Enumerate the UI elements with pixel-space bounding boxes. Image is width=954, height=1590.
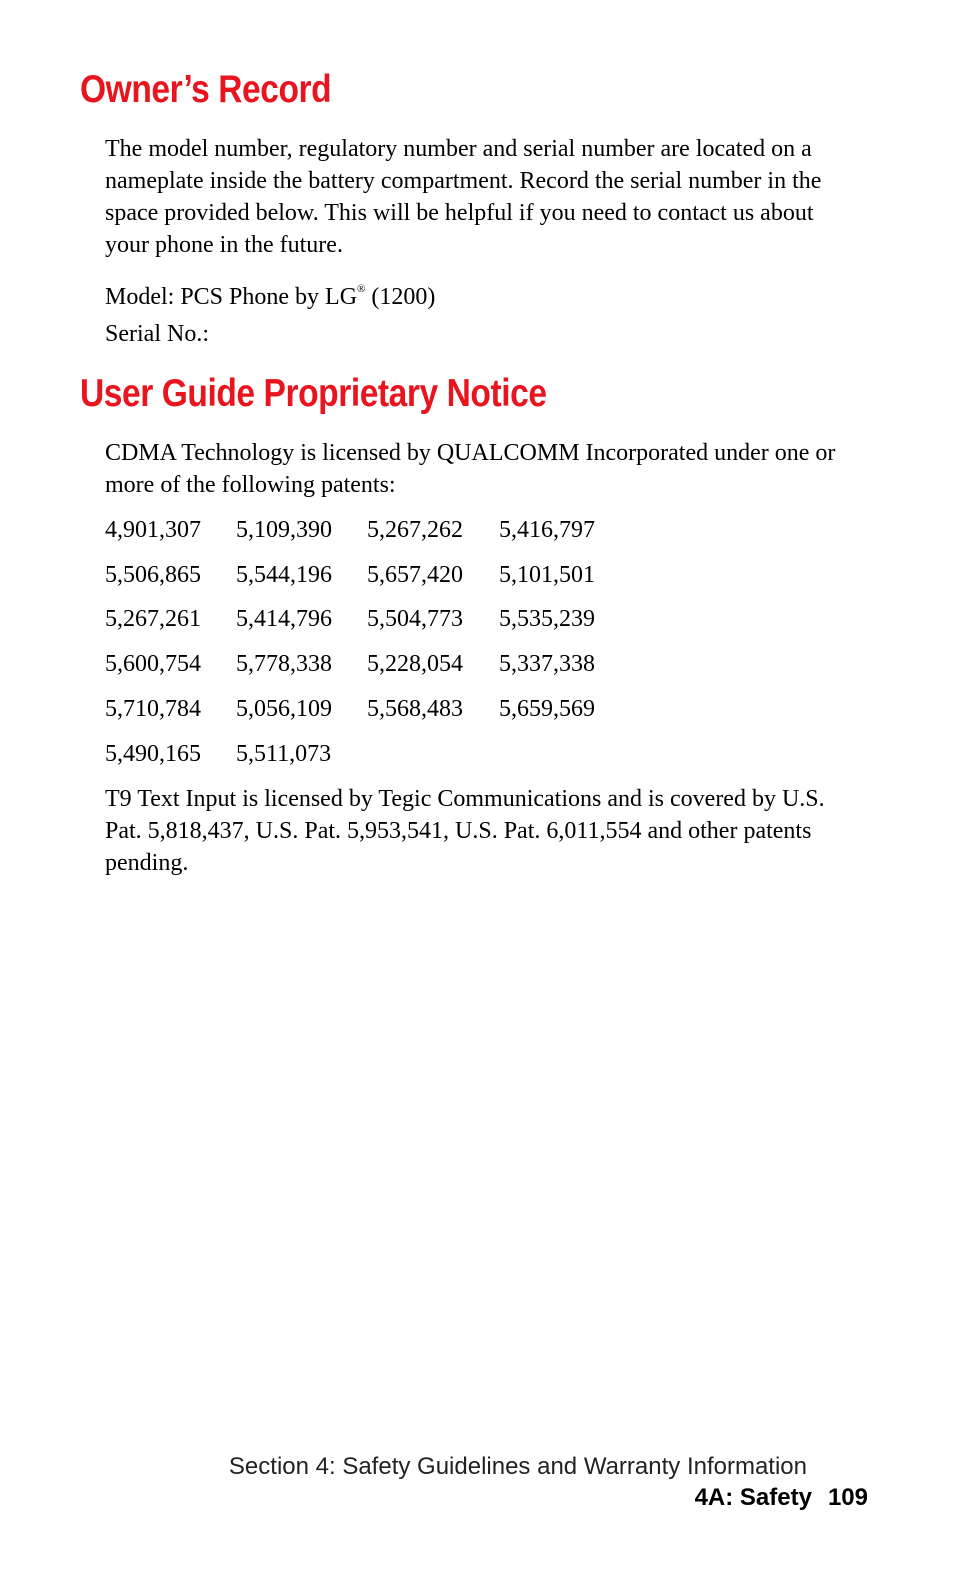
model-prefix: Model: PCS Phone by LG bbox=[105, 284, 358, 310]
model-suffix: (1200) bbox=[365, 284, 436, 310]
patent-number: 5,056,109 bbox=[236, 696, 332, 722]
patent-number: 5,267,262 bbox=[367, 517, 463, 543]
cdma-intro-paragraph: CDMA Technology is licensed by QUALCOMM Incorporated under one or more of the following patents: bbox=[105, 440, 836, 498]
footer-section-title: Section 4: Safety Guidelines and Warranty Information bbox=[228, 1453, 807, 1480]
patent-number: 5,506,865 bbox=[105, 562, 201, 588]
proprietary-notice-heading: User Guide Proprietary Notice bbox=[80, 372, 547, 415]
t9-license-paragraph: T9 Text Input is licensed by Tegic Communications and is covered by U.S. Pat. 5,818,437, U.S. Pat. 5,953,541, U.S. Pat. 6,011,554 and other patents pending. bbox=[105, 786, 825, 876]
owners-record-paragraph: The model number, regulatory number and serial number are located on a nameplate inside the battery compartment. Record the serial number in the space provided below. This will be helpful if you need to contact us about your phone in the future. bbox=[105, 136, 822, 258]
patent-number: 5,109,390 bbox=[236, 517, 332, 543]
footer-page-label bbox=[695, 1484, 868, 1512]
registered-mark: ® bbox=[357, 283, 366, 295]
patent-number: 5,778,338 bbox=[236, 651, 332, 677]
patent-number: 5,600,754 bbox=[105, 651, 201, 677]
page-number: 109 bbox=[827, 1484, 868, 1511]
serial-number-label: Serial No.: bbox=[105, 321, 209, 347]
patent-number: 5,337,338 bbox=[499, 651, 595, 677]
patent-number: 5,416,797 bbox=[499, 517, 595, 543]
patent-number: 5,659,569 bbox=[499, 696, 595, 722]
model-line bbox=[105, 273, 435, 313]
patent-number: 5,101,501 bbox=[499, 562, 595, 588]
patent-number: 5,657,420 bbox=[367, 562, 463, 588]
patent-number: 5,535,239 bbox=[499, 606, 595, 632]
patent-number: 5,710,784 bbox=[105, 696, 201, 722]
patent-number: 5,504,773 bbox=[367, 606, 463, 632]
footer-chapter: 4A: Safety bbox=[694, 1484, 812, 1511]
patent-number: 5,228,054 bbox=[367, 651, 463, 677]
patent-number: 5,267,261 bbox=[105, 606, 201, 632]
patent-number: 5,568,483 bbox=[367, 696, 463, 722]
patent-number: 4,901,307 bbox=[105, 517, 201, 543]
patent-number: 5,511,073 bbox=[236, 741, 332, 767]
patent-number: 5,414,796 bbox=[236, 606, 332, 632]
patent-number: 5,490,165 bbox=[105, 741, 201, 767]
patent-number: 5,544,196 bbox=[236, 562, 332, 588]
owners-record-heading: Owner’s Record bbox=[80, 68, 332, 111]
